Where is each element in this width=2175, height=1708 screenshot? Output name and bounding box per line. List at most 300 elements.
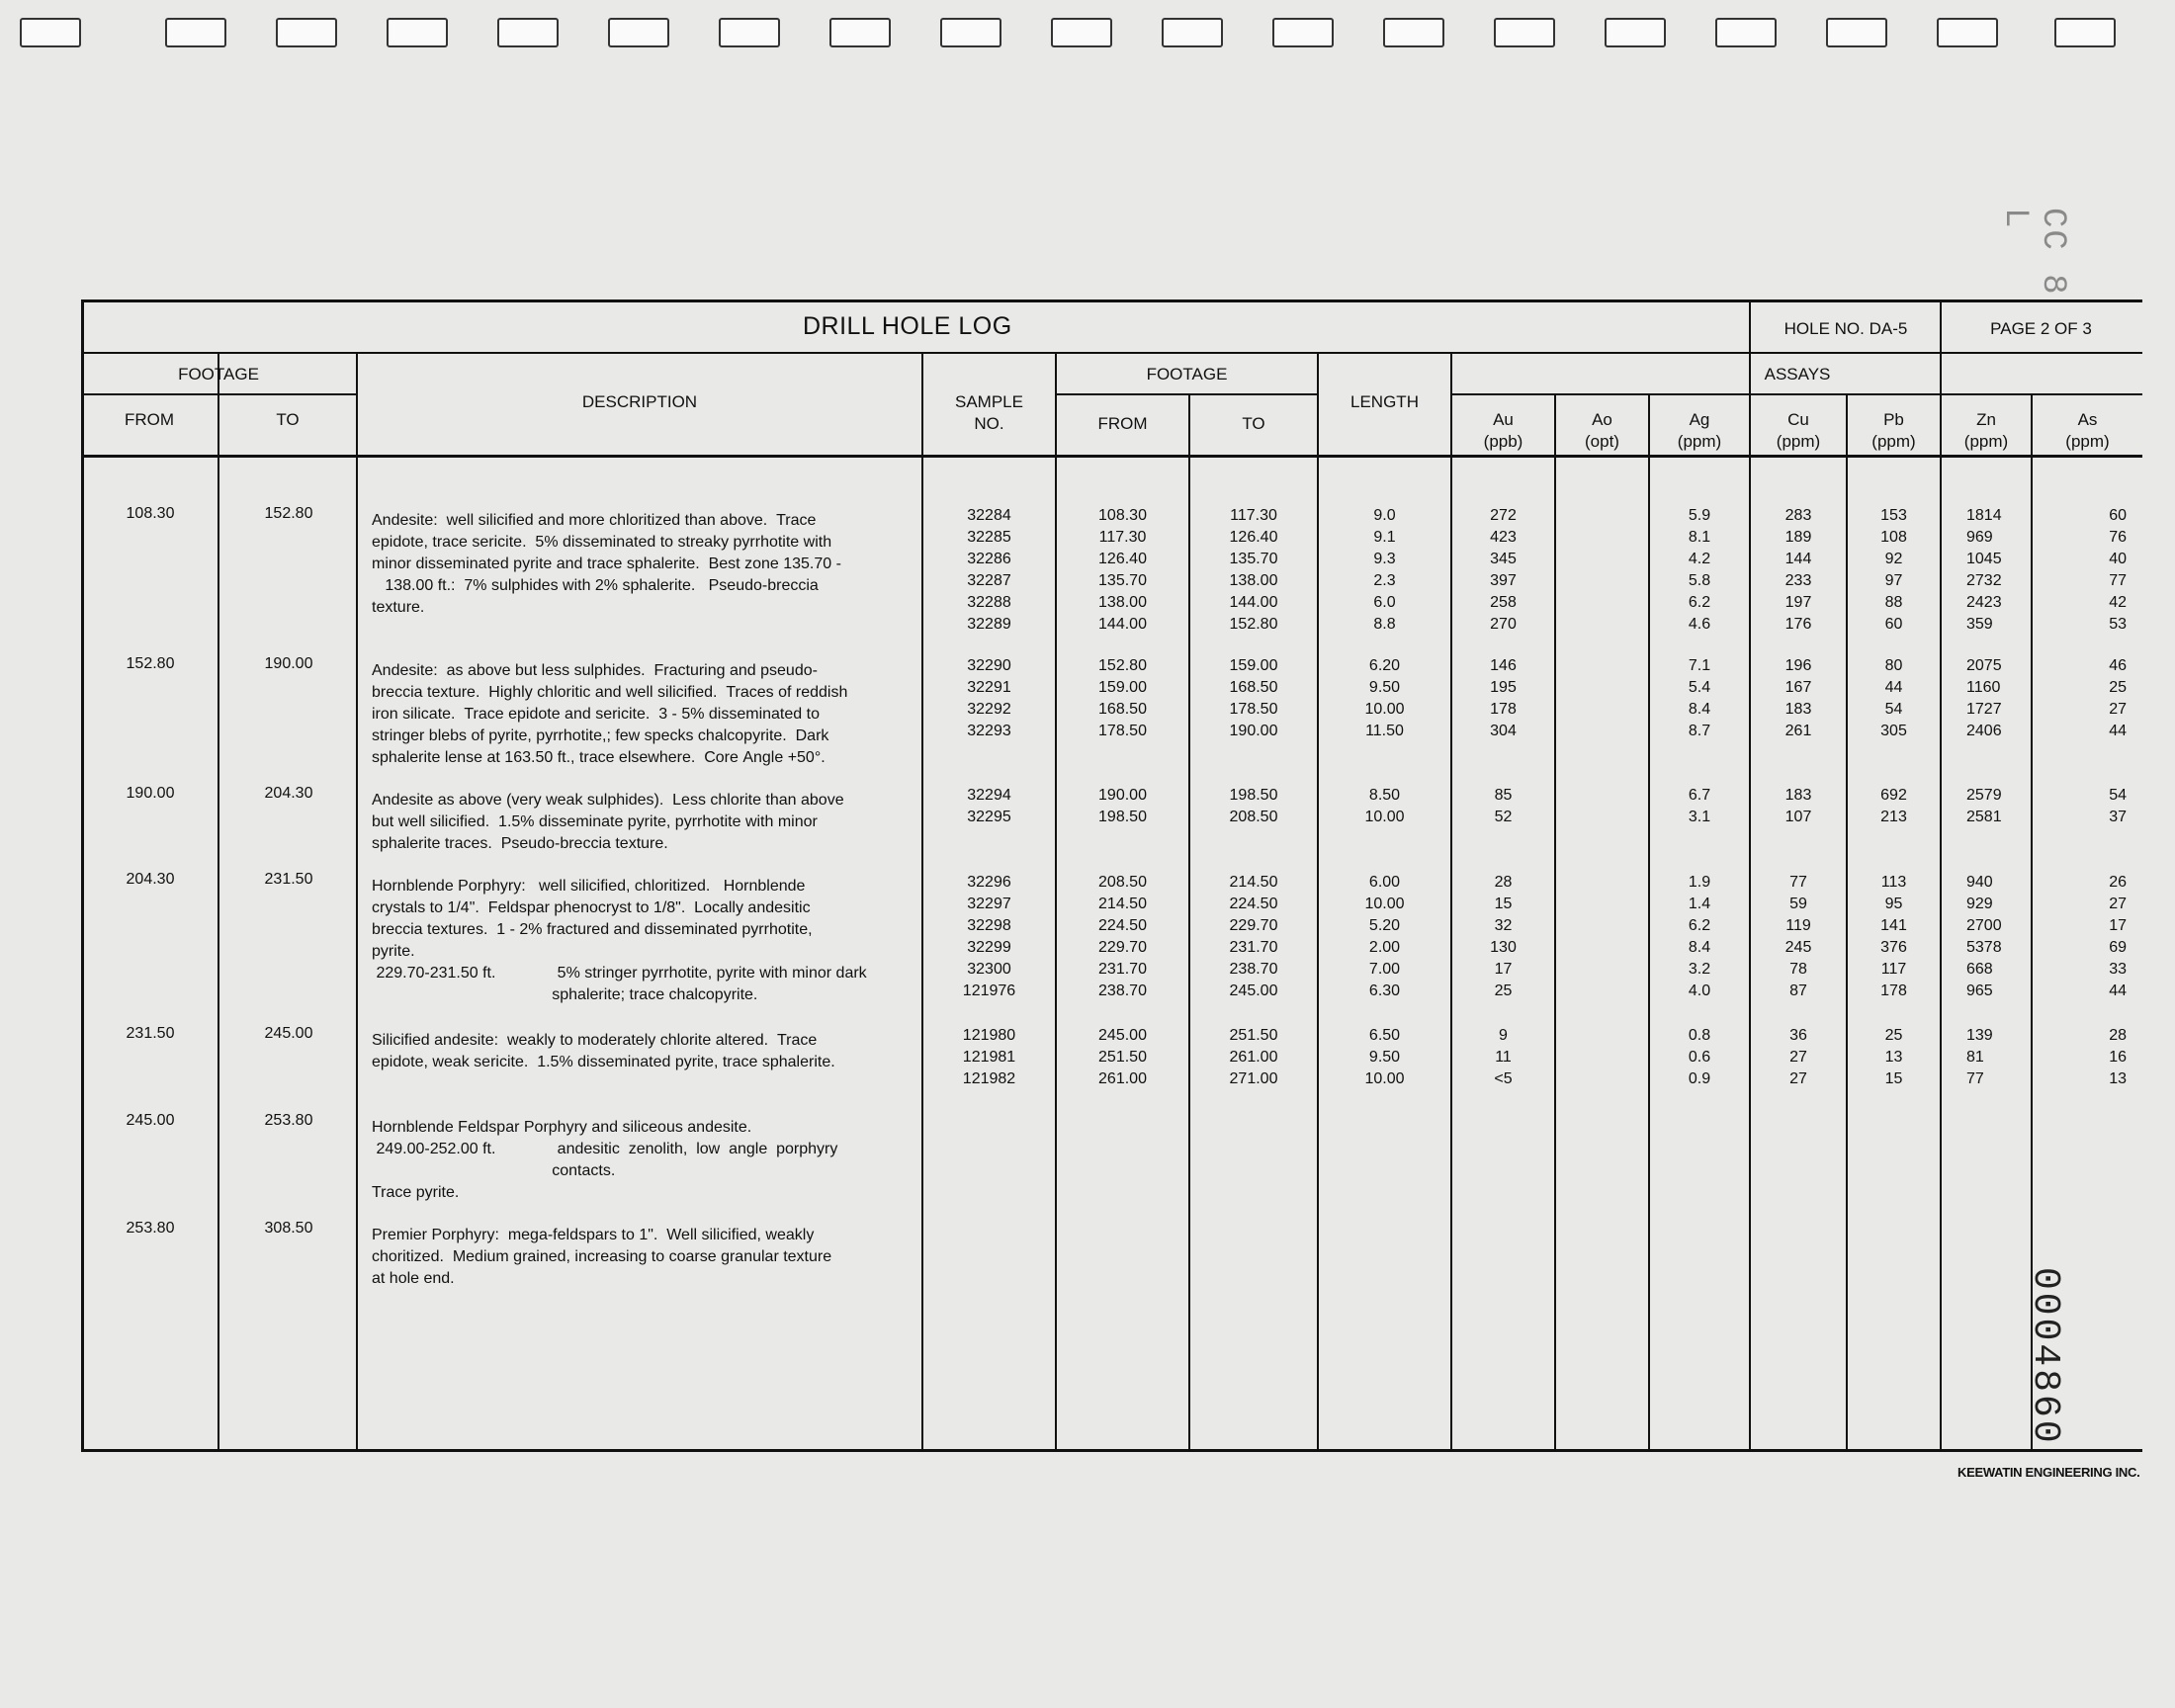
sample-to: 245.00 xyxy=(1229,982,1278,999)
zn-value: 1727 xyxy=(1966,701,2002,718)
sample-length: 8.8 xyxy=(1373,616,1396,633)
as-header: As xyxy=(2077,410,2098,429)
interval-from: 190.00 xyxy=(126,785,175,802)
sample-to: 198.50 xyxy=(1229,787,1278,804)
company-footer: KEEWATIN ENGINEERING INC. xyxy=(1958,1465,2140,1480)
description-line: sphalerite traces. Pseudo-breccia texture. xyxy=(372,835,668,852)
punch-hole xyxy=(719,18,780,47)
sample-to: 152.80 xyxy=(1229,616,1278,633)
description-line: breccia textures. 1 - 2% fractured and disseminated pyrrhotite, xyxy=(372,921,813,938)
pb-value: 60 xyxy=(1884,616,1903,633)
ag-value: 0.9 xyxy=(1688,1070,1711,1087)
punch-hole xyxy=(1272,18,1334,47)
as-value: 42 xyxy=(2109,594,2127,611)
description-line: Premier Porphyry: mega-feldspars to 1". Well silicified, weakly xyxy=(372,1227,815,1243)
sample-no: 32291 xyxy=(967,679,1011,696)
cu-value: 183 xyxy=(1784,701,1812,718)
zn-value: 965 xyxy=(1966,982,1993,999)
cu-value: 87 xyxy=(1789,982,1807,999)
cu-value: 78 xyxy=(1789,961,1807,978)
sample-header: SAMPLE xyxy=(955,392,1023,411)
description-line: but well silicified. 1.5% disseminate pyrite, pyrrhotite with minor xyxy=(372,813,818,830)
sample-from: 214.50 xyxy=(1098,896,1147,912)
sample-to: 135.70 xyxy=(1229,551,1278,567)
description-header: DESCRIPTION xyxy=(581,392,698,411)
ag-unit: (ppm) xyxy=(1677,432,1722,451)
zn-value: 929 xyxy=(1966,896,1993,912)
zn-value: 1814 xyxy=(1966,507,2002,524)
sample-from: 245.00 xyxy=(1098,1027,1147,1044)
sample-no: 32299 xyxy=(967,939,1011,956)
ag-value: 8.7 xyxy=(1688,723,1711,739)
punch-hole xyxy=(1494,18,1555,47)
au-value: 85 xyxy=(1494,787,1513,804)
sample-to: 208.50 xyxy=(1229,809,1278,825)
ag-header: Ag xyxy=(1689,410,1710,429)
ag-value: 3.2 xyxy=(1688,961,1711,978)
as-value: 37 xyxy=(2109,809,2127,825)
sample-from: 117.30 xyxy=(1098,529,1147,546)
margin-stamp: CC 8 L xyxy=(1996,208,2071,297)
sample-from: 238.70 xyxy=(1098,982,1147,999)
sample-no: 32293 xyxy=(967,723,1011,739)
sample-to: 138.00 xyxy=(1229,572,1278,589)
as-value: 44 xyxy=(2109,723,2127,739)
sample-length: 2.00 xyxy=(1368,939,1401,956)
au-value: 195 xyxy=(1490,679,1517,696)
sample-length: 6.20 xyxy=(1368,657,1401,674)
pb-value: 92 xyxy=(1884,551,1903,567)
ag-value: 6.7 xyxy=(1688,787,1711,804)
zn-value: 2075 xyxy=(1966,657,2002,674)
sample-from: 178.50 xyxy=(1098,723,1147,739)
cu-value: 245 xyxy=(1784,939,1812,956)
punch-hole xyxy=(1826,18,1887,47)
punch-hole xyxy=(276,18,337,47)
description-line: stringer blebs of pyrite, pyrrhotite,; few specks chalcopyrite. Dark xyxy=(372,727,829,744)
as-value: 17 xyxy=(2109,917,2127,934)
sample-to: 178.50 xyxy=(1229,701,1278,718)
au-unit: (ppb) xyxy=(1483,432,1523,451)
description-line: Hornblende Porphyry: well silicified, chloritized. Hornblende xyxy=(372,878,806,895)
as-value: 25 xyxy=(2109,679,2127,696)
ag-value: 4.2 xyxy=(1688,551,1711,567)
sample-no: 32285 xyxy=(967,529,1011,546)
sample-to: 271.00 xyxy=(1229,1070,1278,1087)
cu-value: 233 xyxy=(1784,572,1812,589)
pb-value: 15 xyxy=(1884,1070,1903,1087)
page-title: DRILL HOLE LOG xyxy=(803,312,1012,340)
sample-length: 9.50 xyxy=(1368,1049,1401,1066)
pb-value: 25 xyxy=(1884,1027,1903,1044)
punch-hole xyxy=(1051,18,1112,47)
sample-from: 198.50 xyxy=(1098,809,1147,825)
cu-value: 176 xyxy=(1784,616,1812,633)
sample-from: 135.70 xyxy=(1098,572,1147,589)
sample-to: 229.70 xyxy=(1229,917,1278,934)
description-line: 229.70-231.50 ft. 5% stringer pyrrhotite, pyrite with minor dark xyxy=(372,965,867,982)
as-value: 28 xyxy=(2109,1027,2127,1044)
as-value: 40 xyxy=(2109,551,2127,567)
au-header: Au xyxy=(1493,410,1514,429)
punch-hole xyxy=(2054,18,2116,47)
as-value: 53 xyxy=(2109,616,2127,633)
interval-from: 231.50 xyxy=(126,1025,175,1042)
interval-from: 253.80 xyxy=(126,1220,175,1237)
sample-no: 32284 xyxy=(967,507,1011,524)
ag-value: 1.4 xyxy=(1688,896,1711,912)
punch-hole xyxy=(940,18,1001,47)
as-value: 44 xyxy=(2109,982,2127,999)
sample-length: 6.50 xyxy=(1368,1027,1401,1044)
sample-length: 10.00 xyxy=(1364,809,1405,825)
au-value: 28 xyxy=(1494,874,1513,891)
punch-hole xyxy=(1162,18,1223,47)
ag-value: 6.2 xyxy=(1688,917,1711,934)
description-line: epidote, weak sericite. 1.5% disseminated pyrite, trace sphalerite. xyxy=(372,1054,835,1070)
ao-unit: (opt) xyxy=(1585,432,1619,451)
sample-length: 8.50 xyxy=(1368,787,1401,804)
au-value: 272 xyxy=(1490,507,1517,524)
as-value: 54 xyxy=(2109,787,2127,804)
sample-to: 261.00 xyxy=(1229,1049,1278,1066)
punch-hole xyxy=(165,18,226,47)
zn-value: 2700 xyxy=(1966,917,2002,934)
sample-to: 190.00 xyxy=(1229,723,1278,739)
description-line: 249.00-252.00 ft. andesitic zenolith, low angle porphyry xyxy=(372,1141,838,1157)
pb-value: 108 xyxy=(1880,529,1907,546)
description-line: Silicified andesite: weakly to moderately chlorite altered. Trace xyxy=(372,1032,818,1049)
footage-header: FOOTAGE xyxy=(178,365,259,384)
sample-length: 6.0 xyxy=(1373,594,1396,611)
sample-to: 231.70 xyxy=(1229,939,1278,956)
sample-to: 144.00 xyxy=(1229,594,1278,611)
sample-length: 9.0 xyxy=(1373,507,1396,524)
au-value: 397 xyxy=(1490,572,1517,589)
sample-length: 9.3 xyxy=(1373,551,1396,567)
zn-value: 668 xyxy=(1966,961,1993,978)
as-unit: (ppm) xyxy=(2065,432,2110,451)
zn-header: Zn xyxy=(1976,410,1996,429)
description-line: at hole end. xyxy=(372,1270,455,1287)
hole-number: HOLE NO. DA-5 xyxy=(1784,319,1908,338)
ag-value: 8.4 xyxy=(1688,939,1711,956)
interval-to: 245.00 xyxy=(264,1025,313,1042)
as-value: 16 xyxy=(2109,1049,2127,1066)
pb-value: 153 xyxy=(1880,507,1907,524)
sample-no: 32287 xyxy=(967,572,1011,589)
pb-value: 80 xyxy=(1884,657,1903,674)
cu-value: 27 xyxy=(1789,1049,1807,1066)
pb-value: 213 xyxy=(1880,809,1907,825)
pb-value: 54 xyxy=(1884,701,1903,718)
sample-from: 108.30 xyxy=(1098,507,1147,524)
sample-no: 32294 xyxy=(967,787,1011,804)
description-line: iron silicate. Trace epidote and sericite. 3 - 5% disseminated to xyxy=(372,706,820,723)
sample-to: 238.70 xyxy=(1229,961,1278,978)
description-line: contacts. xyxy=(372,1162,616,1179)
sample-no: 32297 xyxy=(967,896,1011,912)
pb-header: Pb xyxy=(1883,410,1904,429)
from-header-2: FROM xyxy=(1097,414,1148,433)
cu-value: 196 xyxy=(1784,657,1812,674)
as-value: 27 xyxy=(2109,896,2127,912)
ag-value: 5.4 xyxy=(1688,679,1711,696)
interval-from: 245.00 xyxy=(126,1112,175,1129)
cu-unit: (ppm) xyxy=(1776,432,1821,451)
pb-value: 141 xyxy=(1880,917,1907,934)
zn-unit: (ppm) xyxy=(1963,432,2009,451)
as-value: 76 xyxy=(2109,529,2127,546)
interval-to: 204.30 xyxy=(264,785,313,802)
ag-value: 5.9 xyxy=(1688,507,1711,524)
au-value: 52 xyxy=(1494,809,1513,825)
description-line: Andesite as above (very weak sulphides). Less chlorite than above xyxy=(372,792,844,809)
sample-no: 32288 xyxy=(967,594,1011,611)
ag-value: 3.1 xyxy=(1688,809,1711,825)
interval-to: 308.50 xyxy=(264,1220,313,1237)
as-value: 60 xyxy=(2109,507,2127,524)
ag-value: 0.6 xyxy=(1688,1049,1711,1066)
au-value: 146 xyxy=(1490,657,1517,674)
punch-hole xyxy=(608,18,669,47)
document-number-stamp: 0004860 xyxy=(2024,1267,2066,1446)
as-value: 13 xyxy=(2109,1070,2127,1087)
sample-length: 6.00 xyxy=(1368,874,1401,891)
cu-value: 59 xyxy=(1789,896,1807,912)
sample-no: 121976 xyxy=(962,982,1016,999)
ag-value: 0.8 xyxy=(1688,1027,1711,1044)
sample-length: 7.00 xyxy=(1368,961,1401,978)
cu-value: 144 xyxy=(1784,551,1812,567)
zn-value: 5378 xyxy=(1966,939,2002,956)
description-line: choritized. Medium grained, increasing to coarse granular texture xyxy=(372,1248,832,1265)
sample-from: 208.50 xyxy=(1098,874,1147,891)
au-value: 130 xyxy=(1490,939,1517,956)
zn-value: 1160 xyxy=(1966,679,2001,696)
as-value: 69 xyxy=(2109,939,2127,956)
zn-value: 2579 xyxy=(1966,787,2002,804)
cu-value: 36 xyxy=(1789,1027,1807,1044)
sample-from: 138.00 xyxy=(1098,594,1147,611)
zn-value: 2423 xyxy=(1966,594,2002,611)
sample-from: 190.00 xyxy=(1098,787,1147,804)
zn-value: 139 xyxy=(1966,1027,1993,1044)
sample-to: 214.50 xyxy=(1229,874,1278,891)
pb-value: 44 xyxy=(1884,679,1903,696)
au-value: <5 xyxy=(1494,1070,1513,1087)
au-value: 17 xyxy=(1494,961,1513,978)
interval-to: 253.80 xyxy=(264,1112,313,1129)
as-value: 26 xyxy=(2109,874,2127,891)
au-value: 270 xyxy=(1490,616,1517,633)
sample-from: 229.70 xyxy=(1098,939,1147,956)
sample-to: 251.50 xyxy=(1229,1027,1278,1044)
cu-value: 119 xyxy=(1785,917,1811,934)
cu-value: 189 xyxy=(1784,529,1812,546)
cu-value: 27 xyxy=(1789,1070,1807,1087)
pb-value: 13 xyxy=(1884,1049,1903,1066)
au-value: 9 xyxy=(1499,1027,1508,1044)
page-number: PAGE 2 OF 3 xyxy=(1990,319,2092,338)
interval-from: 204.30 xyxy=(126,871,175,888)
sample-to: 168.50 xyxy=(1229,679,1278,696)
ag-value: 5.8 xyxy=(1688,572,1711,589)
sample-no: 32286 xyxy=(967,551,1011,567)
interval-from: 152.80 xyxy=(126,655,175,672)
sample-from: 251.50 xyxy=(1098,1049,1147,1066)
sample-no: 32296 xyxy=(967,874,1011,891)
sample-from: 152.80 xyxy=(1098,657,1147,674)
sample-from: 144.00 xyxy=(1098,616,1147,633)
as-value: 77 xyxy=(2109,572,2127,589)
cu-value: 261 xyxy=(1784,723,1812,739)
au-value: 304 xyxy=(1490,723,1517,739)
interval-to: 152.80 xyxy=(264,505,313,522)
ao-header: Ao xyxy=(1592,410,1612,429)
pb-value: 97 xyxy=(1884,572,1903,589)
zn-value: 1045 xyxy=(1966,551,2002,567)
sample-from: 159.00 xyxy=(1098,679,1147,696)
au-value: 15 xyxy=(1494,896,1513,912)
ag-value: 1.9 xyxy=(1688,874,1711,891)
zn-value: 940 xyxy=(1966,874,1993,891)
description-line: minor disseminated pyrite and trace sphalerite. Best zone 135.70 - xyxy=(372,555,841,572)
pb-unit: (ppm) xyxy=(1871,432,1916,451)
au-value: 25 xyxy=(1494,982,1513,999)
interval-from: 108.30 xyxy=(126,505,175,522)
sample-length: 10.00 xyxy=(1364,1070,1405,1087)
pb-value: 117 xyxy=(1880,961,1907,978)
sample-no-header: NO. xyxy=(974,414,1004,433)
sample-length: 10.00 xyxy=(1364,701,1405,718)
pb-value: 692 xyxy=(1880,787,1907,804)
ag-value: 8.4 xyxy=(1688,701,1711,718)
au-value: 345 xyxy=(1490,551,1517,567)
pb-value: 178 xyxy=(1880,982,1907,999)
sample-to: 117.30 xyxy=(1230,507,1277,524)
cu-value: 77 xyxy=(1789,874,1807,891)
ag-value: 7.1 xyxy=(1688,657,1711,674)
sample-no: 121980 xyxy=(962,1027,1016,1044)
cu-value: 167 xyxy=(1784,679,1812,696)
as-value: 27 xyxy=(2109,701,2127,718)
as-value: 33 xyxy=(2109,961,2127,978)
sample-no: 32295 xyxy=(967,809,1011,825)
cu-header: Cu xyxy=(1787,410,1809,429)
cu-value: 107 xyxy=(1784,809,1812,825)
sample-from: 126.40 xyxy=(1098,551,1147,567)
description-line: sphalerite lense at 163.50 ft., trace elsewhere. Core Angle +50°. xyxy=(372,749,826,766)
description-line: Hornblende Feldspar Porphyry and siliceous andesite. xyxy=(372,1119,752,1136)
description-line: texture. xyxy=(372,599,425,616)
to-header-2: TO xyxy=(1242,414,1265,433)
description-line: Trace pyrite. xyxy=(372,1184,460,1201)
sample-length: 10.00 xyxy=(1364,896,1405,912)
zn-value: 77 xyxy=(1966,1070,1984,1087)
sample-no: 32298 xyxy=(967,917,1011,934)
punch-hole xyxy=(829,18,891,47)
sample-from: 224.50 xyxy=(1098,917,1147,934)
assays-header: ASSAYS xyxy=(1764,365,1831,384)
as-value: 46 xyxy=(2109,657,2127,674)
zn-value: 359 xyxy=(1966,616,1993,633)
pb-value: 95 xyxy=(1884,896,1903,912)
au-value: 178 xyxy=(1490,701,1517,718)
length-header: LENGTH xyxy=(1350,392,1419,411)
sample-from: 168.50 xyxy=(1098,701,1147,718)
au-value: 11 xyxy=(1495,1049,1512,1066)
interval-to: 231.50 xyxy=(264,871,313,888)
punch-hole xyxy=(1937,18,1998,47)
description-line: 138.00 ft.: 7% sulphides with 2% sphalerite. Pseudo-breccia xyxy=(372,577,819,594)
punch-hole xyxy=(387,18,448,47)
punch-hole xyxy=(20,18,81,47)
description-line: pyrite. xyxy=(372,943,415,960)
ag-value: 8.1 xyxy=(1688,529,1711,546)
punch-hole xyxy=(1383,18,1444,47)
cu-value: 183 xyxy=(1784,787,1812,804)
sample-no: 32290 xyxy=(967,657,1011,674)
description-line: crystals to 1/4". Feldspar phenocryst to 1/8". Locally andesitic xyxy=(372,899,811,916)
drill-hole-log-table xyxy=(81,299,2142,1452)
ag-value: 4.0 xyxy=(1688,982,1711,999)
sample-length: 11.50 xyxy=(1365,723,1404,739)
zn-value: 2732 xyxy=(1966,572,2002,589)
pb-value: 376 xyxy=(1880,939,1907,956)
au-value: 258 xyxy=(1490,594,1517,611)
interval-to: 190.00 xyxy=(264,655,313,672)
footage-header-2: FOOTAGE xyxy=(1146,365,1228,384)
binder-holes xyxy=(0,0,2175,59)
cu-value: 197 xyxy=(1784,594,1812,611)
au-value: 32 xyxy=(1494,917,1513,934)
zn-value: 969 xyxy=(1966,529,1993,546)
sample-no: 32300 xyxy=(967,961,1011,978)
ag-value: 4.6 xyxy=(1688,616,1711,633)
pb-value: 88 xyxy=(1884,594,1903,611)
sample-no: 121982 xyxy=(962,1070,1016,1087)
ag-value: 6.2 xyxy=(1688,594,1711,611)
sample-from: 231.70 xyxy=(1098,961,1147,978)
to-header: TO xyxy=(276,410,300,429)
sample-length: 6.30 xyxy=(1368,982,1401,999)
punch-hole xyxy=(1605,18,1666,47)
pb-value: 113 xyxy=(1880,874,1907,891)
zn-value: 81 xyxy=(1966,1049,1984,1066)
cu-value: 283 xyxy=(1784,507,1812,524)
sample-to: 224.50 xyxy=(1229,896,1278,912)
au-value: 423 xyxy=(1490,529,1517,546)
from-header: FROM xyxy=(124,410,175,429)
punch-hole xyxy=(497,18,559,47)
description-line: epidote, trace sericite. 5% disseminated to streaky pyrrhotite with xyxy=(372,534,832,551)
sample-length: 9.50 xyxy=(1368,679,1401,696)
sample-length: 5.20 xyxy=(1368,917,1401,934)
sample-no: 32292 xyxy=(967,701,1011,718)
sample-length: 2.3 xyxy=(1373,572,1396,589)
zn-value: 2406 xyxy=(1966,723,2002,739)
punch-hole xyxy=(1715,18,1777,47)
sample-no: 121981 xyxy=(962,1049,1016,1066)
sample-no: 32289 xyxy=(967,616,1011,633)
pb-value: 305 xyxy=(1880,723,1907,739)
description-line: Andesite: as above but less sulphides. Fracturing and pseudo- xyxy=(372,662,818,679)
sample-length: 9.1 xyxy=(1373,529,1396,546)
sample-from: 261.00 xyxy=(1098,1070,1147,1087)
description-line: sphalerite; trace chalcopyrite. xyxy=(372,986,758,1003)
description-line: breccia texture. Highly chloritic and well silicified. Traces of reddish xyxy=(372,684,848,701)
